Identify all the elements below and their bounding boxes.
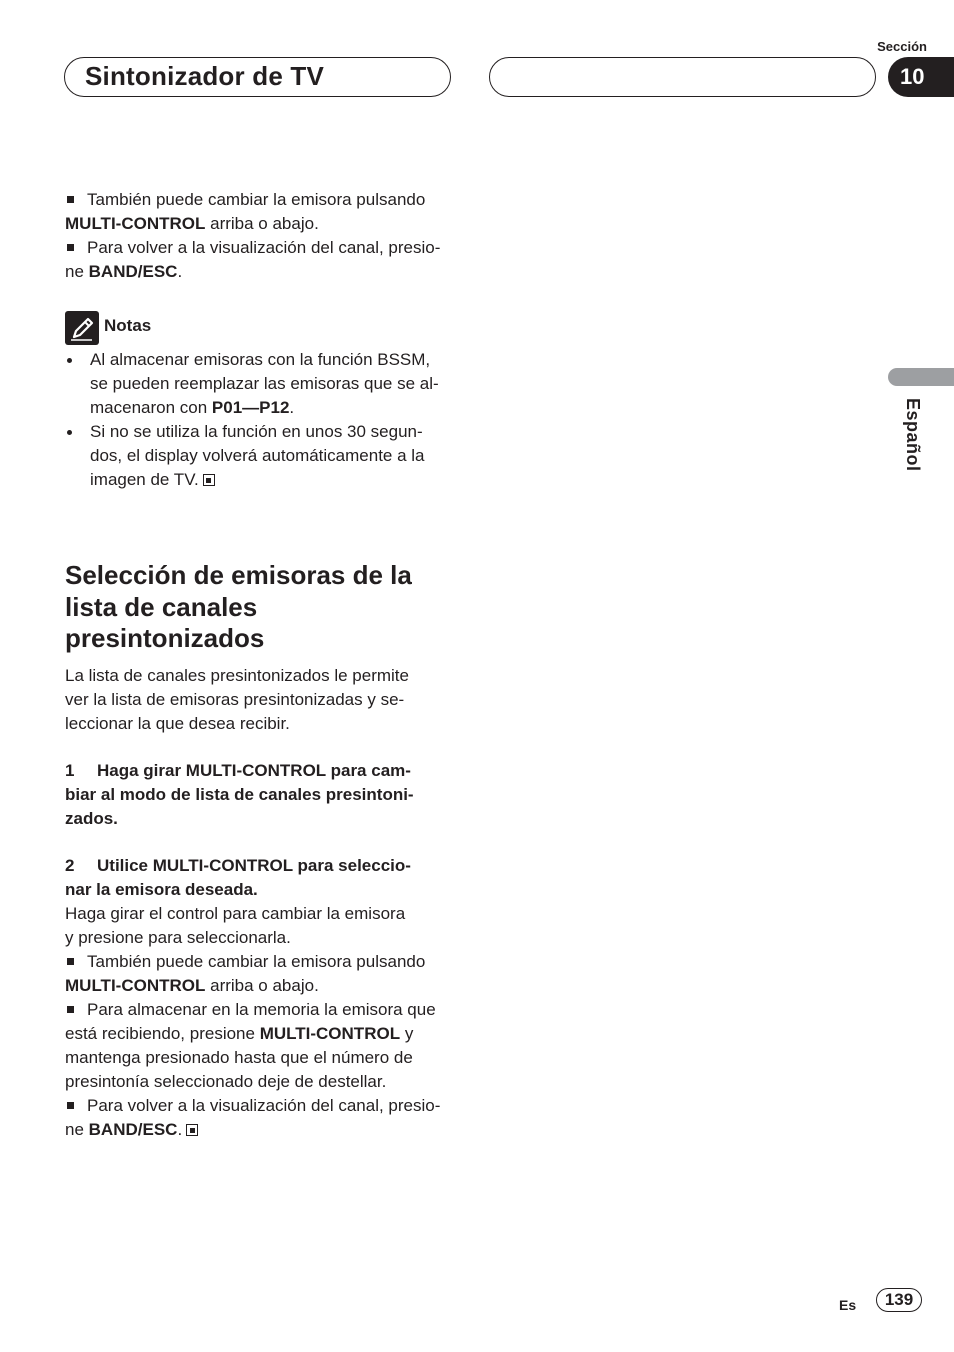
tip-text: Para almacenar en la memoria la emisora que — [87, 1000, 436, 1019]
square-bullet-icon — [67, 1006, 74, 1013]
square-bullet-icon — [67, 1102, 74, 1109]
intro-line: ver la lista de emisoras presintonizadas y se- — [65, 690, 405, 709]
step-line: biar al modo de lista de canales presintoni- — [65, 785, 414, 804]
notes-title: Notas — [104, 316, 152, 335]
header-blank-pill — [489, 57, 876, 97]
preset-range: P01—P12 — [211, 398, 290, 417]
step-line: Haga girar MULTI-CONTROL para cam- — [97, 761, 411, 780]
note-item — [65, 348, 455, 420]
step-line: zados. — [65, 809, 118, 828]
tip-return-channel — [65, 1094, 455, 1142]
button-name: MULTI-CONTROL — [65, 976, 206, 995]
body-line: y presione para seleccionarla. — [65, 928, 291, 947]
note-text: . — [289, 398, 295, 417]
tip-change-station — [65, 950, 455, 998]
step-2 — [65, 854, 455, 1142]
tip-text: arriba o abajo. — [210, 214, 319, 233]
step-number: 1 — [65, 761, 75, 780]
pencil-note-icon — [65, 311, 99, 345]
step-line: nar la emisora deseada. — [65, 880, 258, 899]
tip-text: ne — [65, 1120, 84, 1139]
tip-text: Para volver a la visualización del canal, presio- — [87, 238, 441, 257]
section-intro — [65, 664, 455, 736]
intro-line: La lista de canales presintonizados le permite — [65, 666, 409, 685]
square-bullet-icon — [67, 244, 74, 251]
tip-change-station — [65, 188, 455, 236]
note-text: macenaron con — [90, 398, 208, 417]
heading-line: Selección de emisoras de la — [65, 560, 412, 590]
step-1 — [65, 759, 455, 831]
note-text: se pueden reemplazar las emisoras que se al- — [90, 374, 439, 393]
heading-line: lista de canales — [65, 591, 258, 622]
button-name: MULTI-CONTROL — [65, 214, 206, 233]
note-item — [65, 420, 455, 492]
tip-text: También puede cambiar la emisora pulsando — [87, 190, 426, 209]
tip-text: También puede cambiar la emisora pulsando — [87, 952, 426, 971]
tip-text: y — [404, 1024, 414, 1043]
end-of-section-icon — [203, 474, 215, 486]
section-body — [65, 664, 455, 736]
tip-text: arriba o abajo. — [210, 976, 319, 995]
step-2-instruction — [65, 854, 455, 902]
intro-line: leccionar la que desea recibir. — [65, 714, 290, 733]
tip-return-channel — [65, 236, 455, 284]
notes-list — [65, 348, 455, 492]
tip-text: Para volver a la visualización del canal, presio- — [87, 1096, 441, 1115]
tip-text: . — [177, 1120, 183, 1139]
tip-text: . — [177, 262, 183, 281]
note-text: Al almacenar emisoras con la función BSSM, — [90, 350, 431, 369]
heading-line: presintonizados — [65, 623, 265, 653]
section-title-pill — [64, 57, 451, 97]
button-name: BAND/ESC — [88, 1120, 178, 1139]
language-tab-label: Español — [903, 398, 923, 472]
intro-tips — [65, 188, 455, 284]
page-number: 139 — [876, 1288, 922, 1312]
section-heading — [65, 560, 465, 655]
section-number-badge: 10 — [888, 57, 954, 97]
tip-text: está recibiendo, presione — [65, 1024, 255, 1043]
note-text: Si no se utiliza la función en unos 30 segun- — [90, 422, 423, 441]
tip-text: presintonía seleccionado deje de destellar. — [65, 1072, 387, 1091]
step-line: Utilice MULTI-CONTROL para seleccio- — [97, 856, 411, 875]
tip-text: mantenga presionado hasta que el número de — [65, 1048, 413, 1067]
button-name: BAND/ESC — [88, 262, 178, 281]
note-text: dos, el display volverá automáticamente a la — [90, 446, 425, 465]
section-label: Sección — [877, 39, 927, 54]
note-text: imagen de TV. — [90, 470, 199, 489]
section-title: Sintonizador de TV — [85, 61, 325, 91]
end-of-section-icon — [186, 1124, 198, 1136]
step-2-body — [65, 902, 455, 950]
body-line: Haga girar el control para cambiar la emisora — [65, 904, 406, 923]
footer-language-code: Es — [839, 1297, 857, 1313]
tip-store-memory — [65, 998, 455, 1094]
button-name: MULTI-CONTROL — [259, 1024, 401, 1043]
square-bullet-icon — [67, 196, 74, 203]
round-bullet-icon — [67, 430, 72, 435]
step-1-instruction — [65, 759, 455, 831]
square-bullet-icon — [67, 958, 74, 965]
round-bullet-icon — [67, 358, 72, 363]
tip-text: ne — [65, 262, 84, 281]
step-number: 2 — [65, 856, 75, 875]
language-tab-marker — [888, 368, 954, 386]
